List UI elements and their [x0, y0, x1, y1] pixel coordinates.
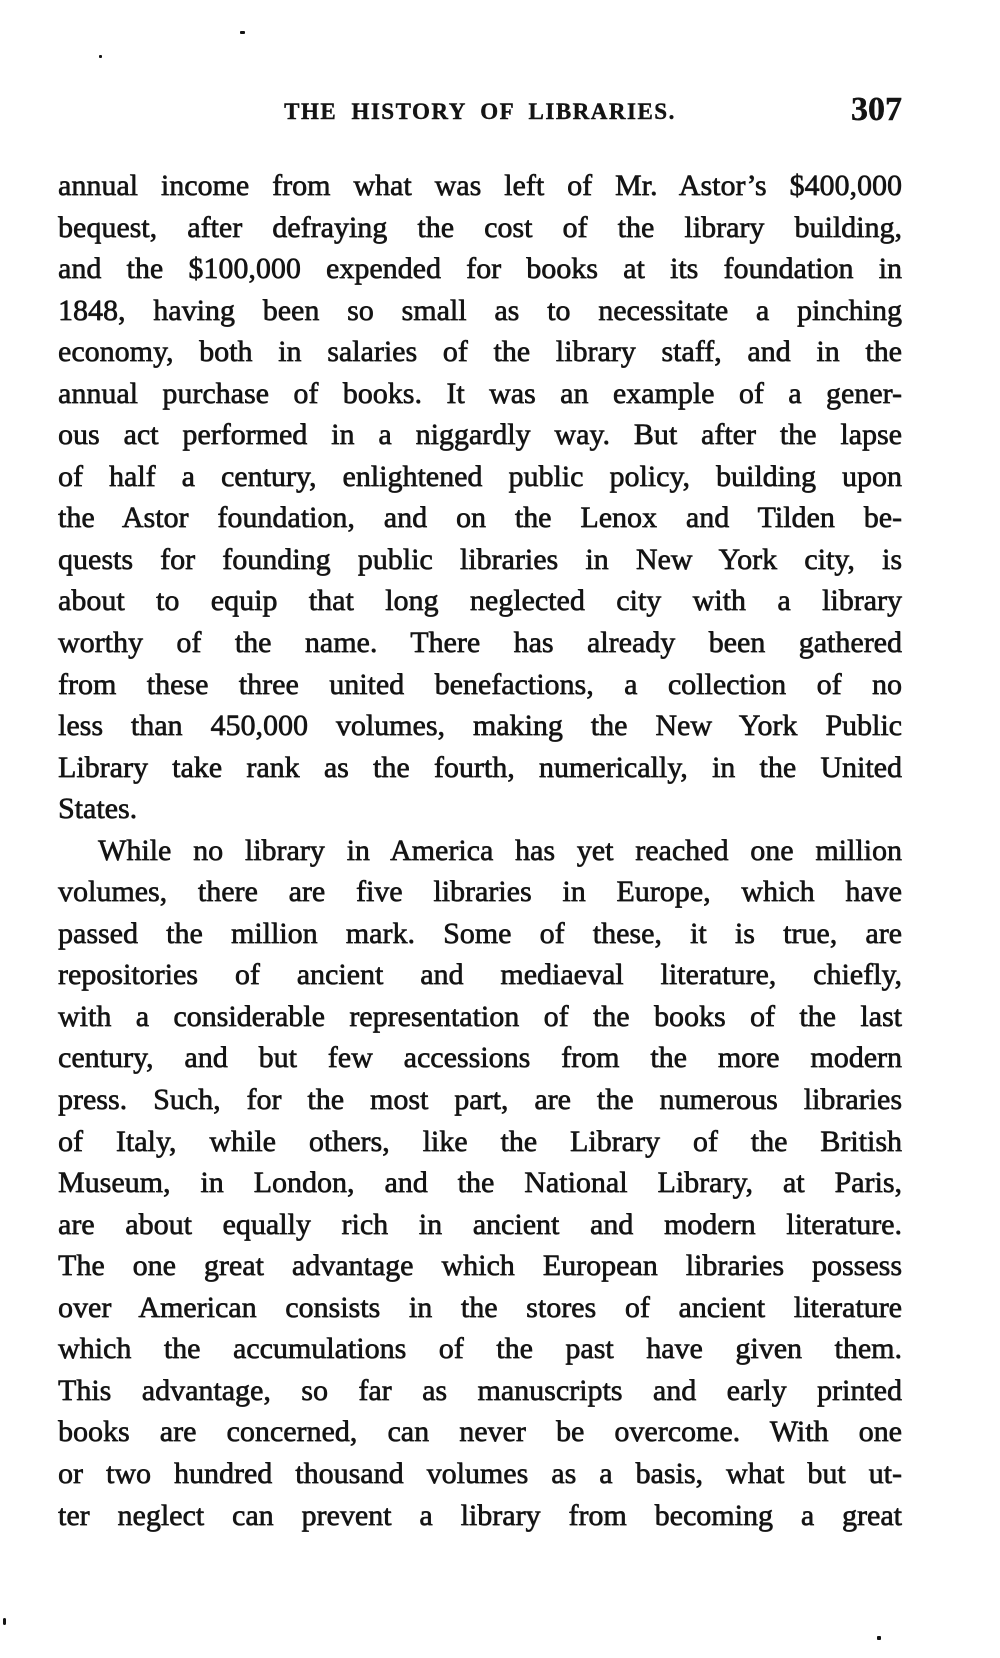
ink-speck: [3, 1618, 6, 1625]
text-line: of Italy, while others, like the Library of the British: [58, 1124, 902, 1158]
text-line: ous act performed in a niggardly way. But after the lapse: [58, 418, 902, 452]
text-line: which the accumulations of the past have given them.: [58, 1332, 902, 1366]
text-line: from these three united benefactions, a collection of no: [58, 667, 902, 701]
body-text: [58, 165, 902, 1536]
text-line: over American consists in the stores of ancient literature: [58, 1290, 902, 1324]
text-line: about to equip that long neglected city with a library: [58, 584, 902, 618]
ink-speck: [240, 31, 245, 34]
ink-speck: [877, 1636, 881, 1640]
text-line: the Astor foundation, and on the Lenox and Tilden be-: [58, 501, 902, 535]
paragraph: [58, 830, 902, 1536]
text-line: volumes, there are five libraries in Europe, which have: [58, 875, 902, 909]
page-number: 307: [851, 91, 902, 128]
running-head: [58, 91, 902, 130]
text-line: Library take rank as the fourth, numerically, in the United: [58, 750, 902, 784]
text-line: repositories of ancient and mediaeval literature, chiefly,: [58, 958, 902, 992]
text-line: worthy of the name. There has already been gathered: [58, 626, 902, 660]
text-line: quests for founding public libraries in New York city, is: [58, 542, 902, 576]
running-head-title: THE HISTORY OF LIBRARIES.: [284, 99, 676, 124]
text-line: less than 450,000 volumes, making the New York Public: [58, 709, 902, 743]
text-line: century, and but few accessions from the more modern: [58, 1041, 902, 1075]
text-line: of half a century, enlightened public policy, building upon: [58, 459, 902, 493]
text-line: press. Such, for the most part, are the numerous libraries: [58, 1083, 902, 1117]
text-line: Museum, in London, and the National Library, at Paris,: [58, 1166, 902, 1200]
text-line: passed the million mark. Some of these, it is true, are: [58, 916, 902, 950]
text-line: While no library in America has yet reached one million: [98, 833, 902, 867]
text-line: economy, both in salaries of the library staff, and in the: [58, 335, 902, 369]
text-line: and the $100,000 expended for books at its foundation in: [58, 252, 902, 286]
text-line: annual purchase of books. It was an example of a gener-: [58, 376, 902, 410]
text-line: are about equally rich in ancient and modern literature.: [58, 1207, 902, 1241]
text-line: with a considerable representation of the books of the last: [58, 999, 902, 1033]
text-line: This advantage, so far as manuscripts and early printed: [58, 1373, 902, 1407]
text-line: ter neglect can prevent a library from becoming a great: [58, 1498, 902, 1532]
text-line: The one great advantage which European libraries possess: [58, 1249, 902, 1283]
text-line: or two hundred thousand volumes as a basis, what but ut-: [58, 1456, 902, 1490]
text-line: books are concerned, can never be overcome. With one: [58, 1415, 902, 1449]
text-line: annual income from what was left of Mr. Astor’s $400,000: [58, 169, 902, 202]
ink-speck: [99, 55, 102, 58]
paragraph: [58, 165, 902, 830]
text-line: 1848, having been so small as to necessitate a pinching: [58, 293, 902, 327]
text-line: bequest, after defraying the cost of the library building,: [58, 210, 902, 244]
text-line: States.: [58, 792, 138, 826]
